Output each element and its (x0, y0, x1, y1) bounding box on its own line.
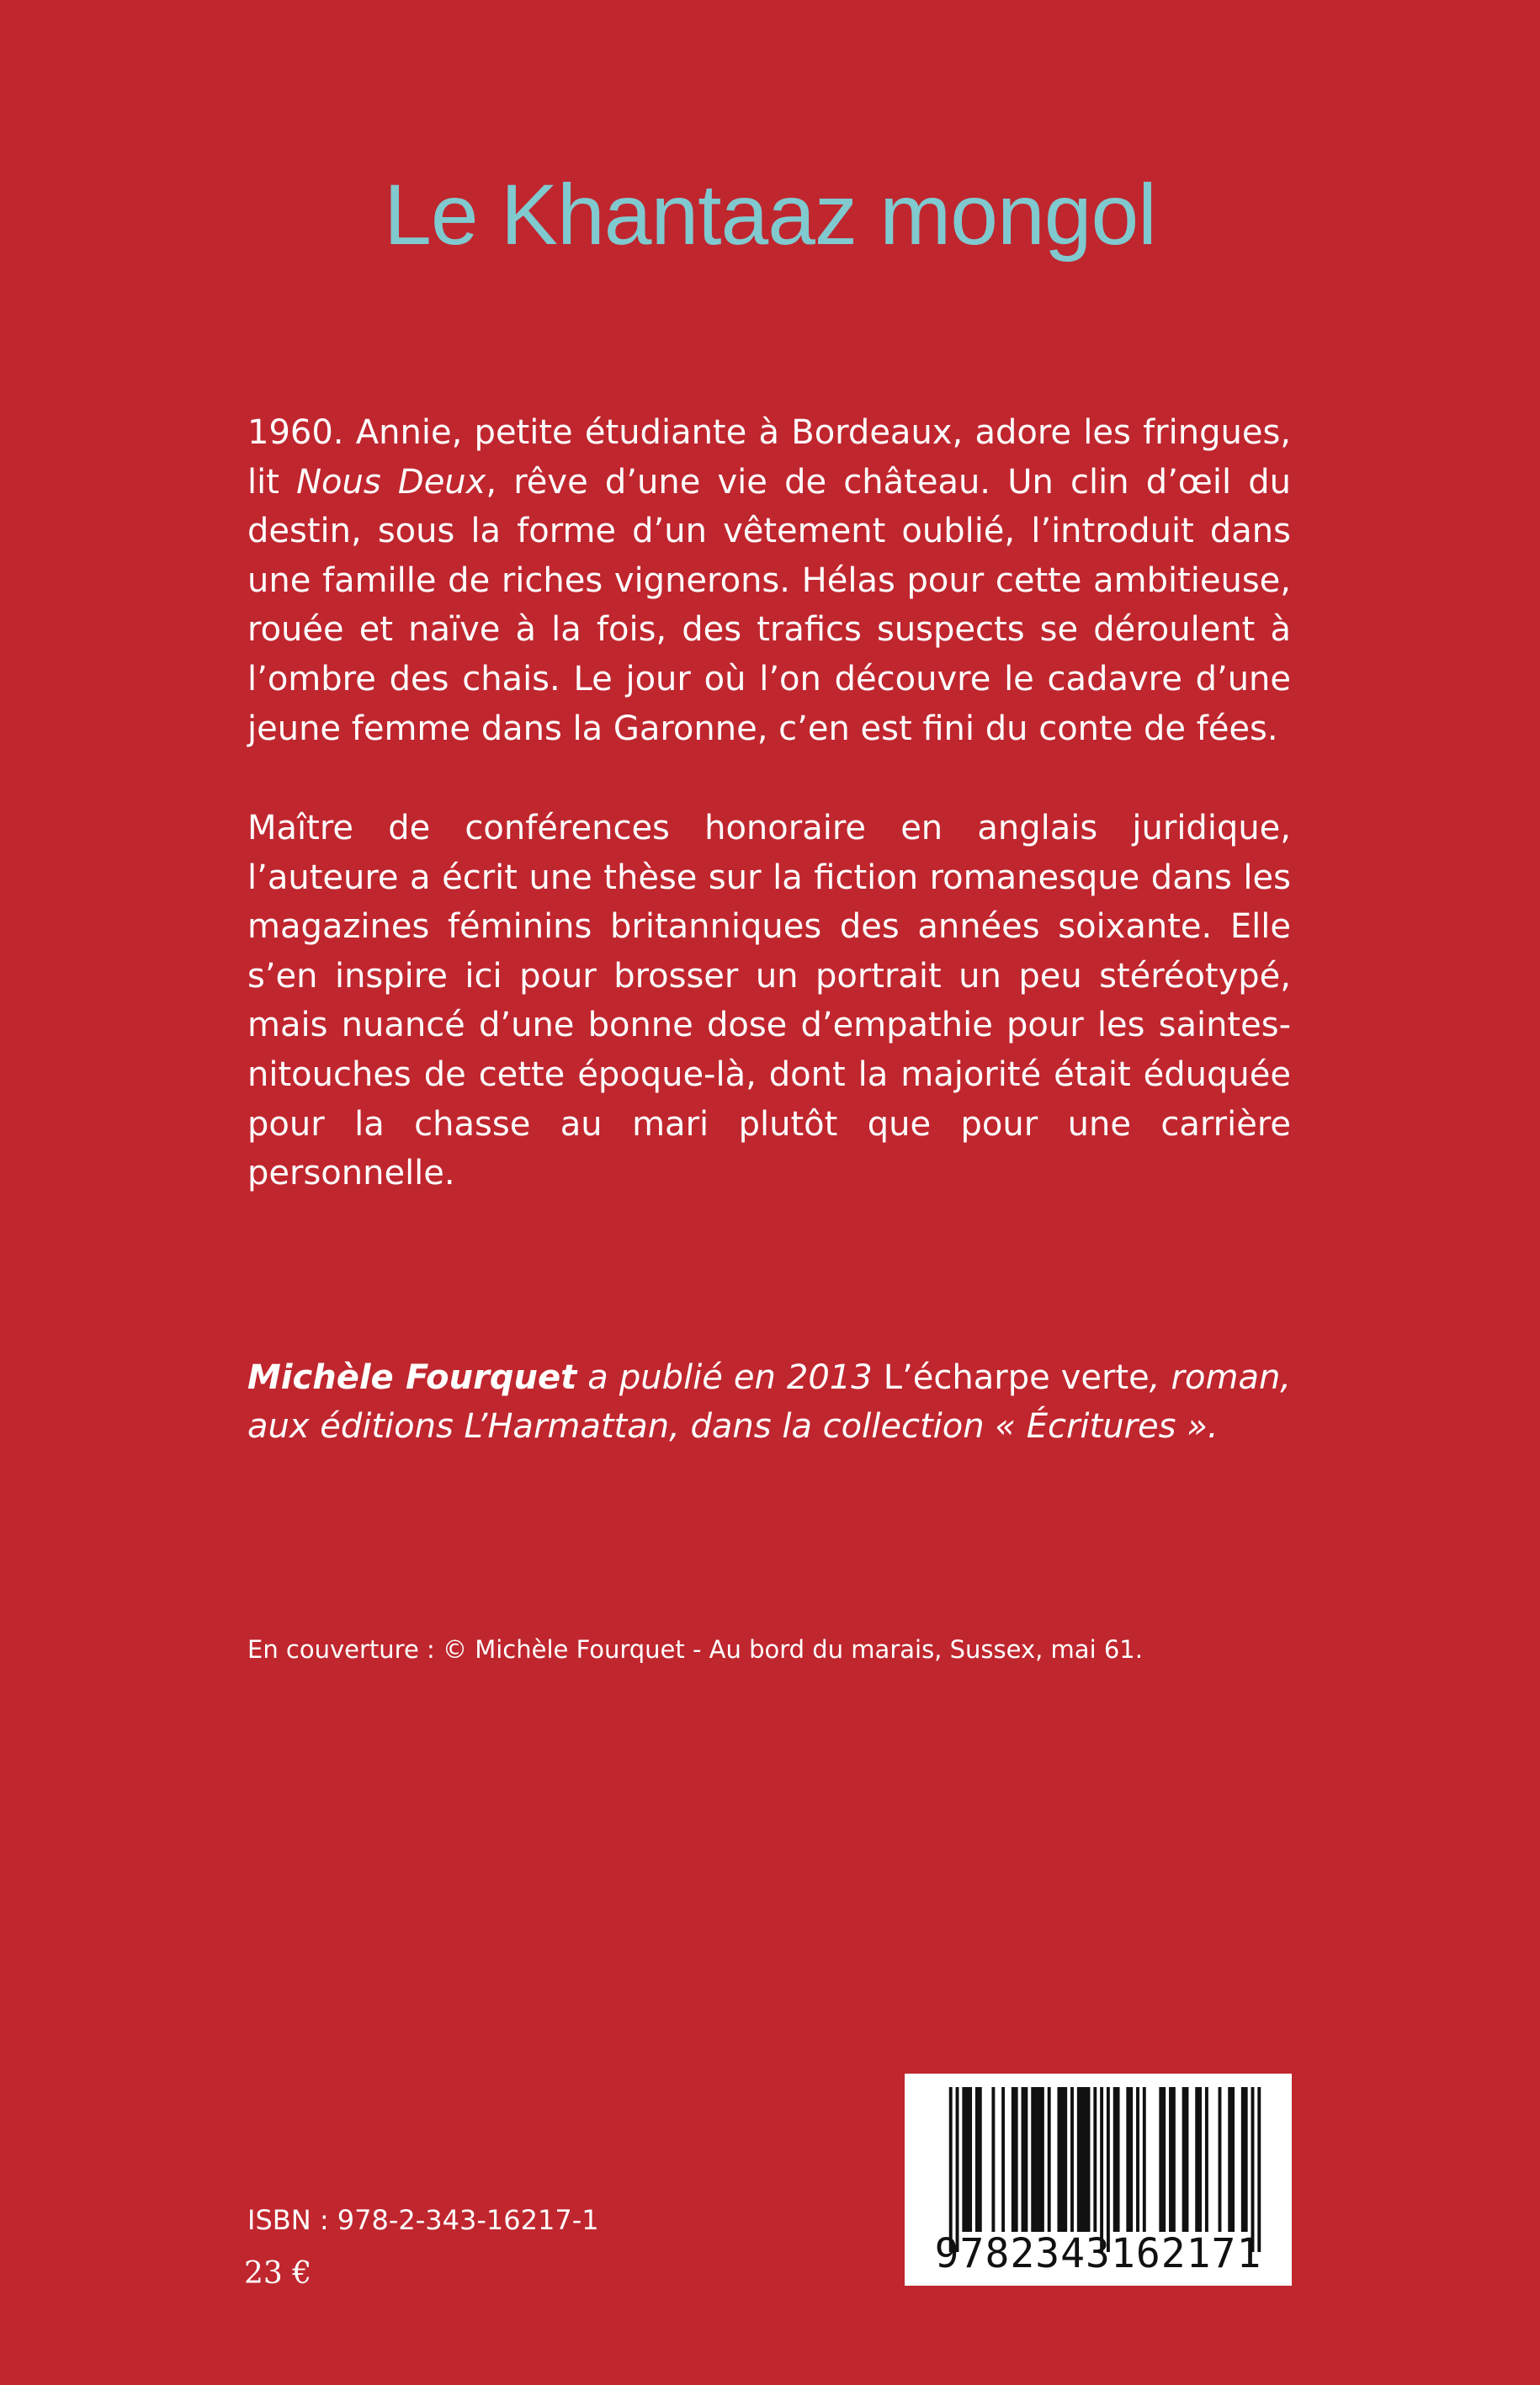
barcode-bar (1022, 2087, 1028, 2232)
barcode-bar (1107, 2087, 1110, 2252)
barcode-bar (1012, 2087, 1018, 2232)
barcode-bar (1031, 2087, 1044, 2232)
barcode-bar (1070, 2087, 1074, 2232)
magazine-title: Nous Deux (296, 462, 486, 502)
previous-work-text-end: , roman, aux éditions L’Harmattan, dans la collection « Écritures ». (247, 1358, 1292, 1446)
author-bio-paragraph: Maître de conférences honoraire en anglais juridique, l’auteure a écrit une thèse sur la fiction romanesque dans les magazines féminins britanniques des années soixante. Elle s’en inspire ici pour brosser un portrait un peu stéréotypé, mais nuancé d’une bonne dose d’empathie pour les saintes-nitouches de cette époque-là, dont la majorité était éduquée pour la chasse au mari plutôt que pour une carrière personnelle. (247, 809, 1291, 1193)
cover-credit: En couverture : © Michèle Fourquet - Au bord du marais, Sussex, mai 61. (247, 1635, 1143, 1664)
barcode-bar (962, 2087, 972, 2232)
barcode-bar (1205, 2087, 1208, 2232)
barcode-bar (1077, 2087, 1091, 2232)
barcode-bar (975, 2087, 982, 2232)
barcode-bar (1001, 2087, 1005, 2232)
barcode-bar (1048, 2087, 1051, 2232)
synopsis-text-start: 1960. Annie, petite étudiante à Bordeaux, adore les fringues, lit (247, 413, 1291, 502)
barcode-bar (1113, 2087, 1120, 2232)
barcode-bar (1195, 2087, 1202, 2232)
barcode-bar (1182, 2087, 1189, 2232)
barcode-bar (1257, 2087, 1261, 2252)
barcode-bar (1136, 2087, 1139, 2232)
previous-book-title: L’écharpe verte (883, 1358, 1150, 1397)
barcode-bar (1219, 2087, 1222, 2232)
barcode-bar (1100, 2087, 1103, 2252)
barcode-bar (1093, 2087, 1097, 2232)
barcode-bar (956, 2087, 959, 2252)
barcode-bar (1241, 2087, 1248, 2232)
synopsis-text-end: , rêve d’une vie de château. Un clin d’œil du destin, sous la forme d’un vêtement oublié, l’introduit dans une famille de riches vignerons. Hélas pour cette ambitieuse, rouée et naïve à la fois, des trafics suspects se déroulent à l’ombre des chais. Le jour où l’on découvre le cadavre d’une jeune femme dans la Garonne, c’en est fini du conte de fées. (247, 462, 1291, 748)
barcode-digits: 9782343162171 (934, 2230, 1262, 2277)
barcode-bar (949, 2087, 953, 2252)
barcode-bar (1057, 2087, 1067, 2232)
barcode-bar (1169, 2087, 1176, 2232)
barcode (905, 2074, 1292, 2286)
book-title: Le Khantaaz mongol (384, 167, 1156, 263)
barcode-bar (1251, 2087, 1255, 2252)
previous-work-text-start: a publié en 2013 (576, 1358, 884, 1397)
isbn: ISBN : 978-2-343-16217-1 (247, 2204, 599, 2236)
barcode-bar (1228, 2087, 1235, 2232)
author-name: Michèle Fourquet (247, 1358, 577, 1397)
price: 23 € (244, 2256, 312, 2291)
barcode-bar (991, 2087, 995, 2232)
barcode-bar (1143, 2087, 1146, 2232)
previous-work-note (247, 1353, 1291, 1451)
barcode-bar (1159, 2087, 1166, 2232)
synopsis-paragraph (247, 408, 1291, 753)
barcode-bar (1126, 2087, 1133, 2232)
